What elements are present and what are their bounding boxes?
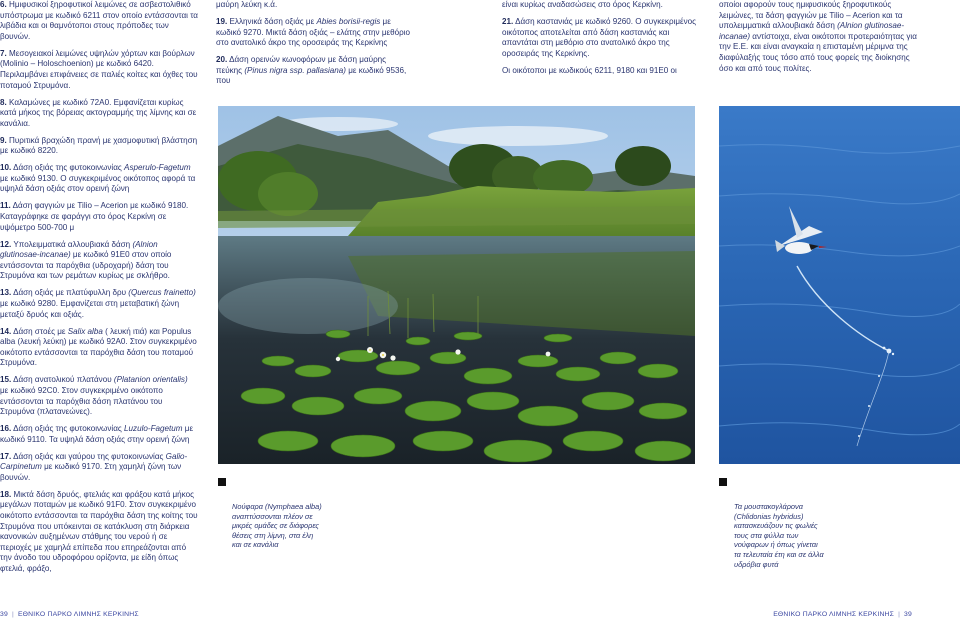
paragraph-italic: (Alnion glutinosae-incanae): [0, 239, 158, 260]
item-number: 12.: [0, 239, 12, 249]
item-number: 7.: [0, 48, 7, 58]
item-number: 9.: [0, 135, 7, 145]
item-number: 19.: [216, 16, 228, 26]
item-number: 13.: [0, 288, 12, 298]
paragraph: [502, 17, 700, 59]
paragraph-text-pre: Δάση οξιάς της φυτοκοινωνίας: [11, 424, 125, 434]
paragraph-text-pre: Υπολειμματικά αλλουβιακά δάση: [11, 239, 133, 249]
paragraph-text: ( λευκή ιτιά) και Populus alba (λευκή λεύκη) με κωδικό 92Α0. Στον συγκεκριμένο οικότοπο εντάσσονται τα παρόχθια δάση του ποταμού Στρυμόνα.: [0, 326, 197, 368]
paragraph-text: με κωδικό 9536, που: [216, 65, 407, 86]
paragraph-text: Οι οικότοποι με κωδικούς 6211, 9180 και 91Ε0 οι: [502, 65, 677, 75]
footer-right: ΕΘΝΙΚΟ ΠΑΡΚΟ ΛΙΜΝΗΣ ΚΕΡΚΙΝΗΣ | 39: [773, 611, 912, 618]
text-column-4: [719, 0, 919, 81]
caption-water-lilies: Νούφαρα (Nymphaea alba) αναπτύσσονται πλέον σε μικρές ομάδες σε διάφορες θέσεις στη λίμνη, στα έλη και σε κανάλια: [232, 502, 322, 550]
item-number: 17.: [0, 451, 12, 461]
paragraph-text-pre: Δάση οξιάς με πλατύφυλλη δρυ: [11, 288, 129, 298]
paragraph-italic: (Alnion glutinosae-incanae): [719, 21, 905, 41]
paragraph-text: Καλαμώνες με κωδικό 72Α0. Εμφανίζεται κυρίως κατά μήκος της βόρειας ακτογραμμής της λίμνης και σε κανάλια.: [0, 97, 197, 128]
item-number: 6.: [0, 0, 7, 9]
paragraph: [216, 55, 414, 87]
paragraph-text: με κωδικό 9270. Μικτά δάση οξιάς – ελάτης στην μεθόριο στο ανατολικό άκρο της οροσειράς της Κερκίνης: [216, 16, 411, 48]
paragraph-text: Πυριτικά βραχώδη πρανή με χασμοφυτική βλάστηση με κωδικό 8220.: [0, 135, 198, 156]
paragraph-text-pre: Δάση ανατολικού πλατάνου: [11, 375, 114, 385]
paragraph: [216, 17, 414, 49]
page-number-right: 39: [904, 611, 912, 618]
paragraph: [502, 66, 700, 77]
paragraph-text-pre: Δάση στοές με: [11, 326, 68, 336]
paragraph-italic: (Quercus frainetto): [128, 288, 196, 298]
paragraph: [0, 490, 198, 575]
paragraph-text: οποίοι αφορούν τους ημιφυσικούς ξηροφυτικούς λειμώνες, τα δάση φαγγιών με Tilio – Acerion και τα υπολειμματικά αλλουβιακά δάση: [719, 0, 903, 31]
paragraph: [0, 452, 198, 484]
item-number: 15.: [0, 375, 12, 385]
paragraph-text-pre: Δάση οξιάς της φυτοκοινωνίας: [11, 163, 125, 173]
paragraph-text: με κωδικό 9110. Τα υψηλά δάση οξιάς στην ορεινή ζώνη: [0, 424, 194, 444]
paragraph: [0, 327, 198, 369]
paragraph: [0, 288, 198, 320]
caption-whiskered-tern: Τα μουστακογλάρονα (Chlidonias hybridus) κατασκευάζουν τις φωλιές τους στα φύλλα των νούφαρων ή όπως γίνεται τα τελευταία έτη και σε άλλα υδρόβια φυτά: [734, 502, 824, 569]
paragraph: [0, 163, 198, 195]
paragraph-text: είναι κυρίως αναδασώσεις στο όρος Κερκίνη.: [502, 0, 663, 9]
paragraph-text: με κωδικό 9280. Εμφανίζεται στη μεταβατική ζώνη μεταξύ δρυός και οξιάς.: [0, 298, 180, 319]
paragraph-text: μαύρη λεύκη κ.ά.: [216, 0, 278, 9]
paragraph-text: Μεσογειακοί λειμώνες υψηλών χόρτων και βούρλων (Molinio – Holoschoenion) με κωδικό 6420. Περιλαμβάνει επιφάνειες σε παλιές κοίτες και όχθες του ποταμού Στρυμόνα.: [0, 48, 198, 90]
footer-title-left: ΕΘΝΙΚΟ ΠΑΡΚΟ ΛΙΜΝΗΣ ΚΕΡΚΙΝΗΣ: [17, 611, 139, 618]
paragraph-text-pre: Ελληνικά δάση οξιάς με: [227, 16, 317, 26]
paragraph-text: Ημιφυσικοί ξηροφυτικοί λειμώνες σε ασβεστολιθικό υπόστρωμα με κωδικό 6211 στον οποίο εντάσσονται τα λιβάδια και οι θαμνότοποι στους πρόποδες των βουνών.: [0, 0, 198, 41]
item-number: 10.: [0, 163, 12, 173]
item-number: 11.: [0, 201, 11, 211]
footer-title-right: ΕΘΝΙΚΟ ΠΑΡΚΟ ΛΙΜΝΗΣ ΚΕΡΚΙΝΗΣ: [773, 611, 895, 618]
paragraph: [216, 0, 414, 11]
text-column-2: [216, 0, 414, 93]
item-number: 20.: [216, 55, 228, 65]
paragraph-text-post: αντίστοιχα, είναι οικότοποι προτεραιότητας για την Ε.Ε. και είναι αναγκαία η επισταμένη μέριμνα της διαφύλαξής τους τόσο από τους φορείς της διοίκησης όσο και από τους πολίτες.: [719, 31, 917, 73]
paragraph: [0, 136, 198, 157]
paragraph: [502, 0, 700, 11]
text-column-1: [0, 0, 198, 581]
paragraph-italic: (Pinus nigra ssp. pallasiana): [244, 65, 347, 75]
paragraph-italic: Abies borisii-regis: [316, 16, 381, 26]
paragraph-italic: Asperulo-Fagetum: [124, 163, 191, 173]
item-number: 18.: [0, 489, 12, 499]
item-number: 21.: [502, 16, 514, 26]
paragraph-text-pre: Δάση ορεινών κωνοφόρων με δάση μαύρης πεύκης: [216, 55, 387, 75]
paragraph: [0, 424, 198, 445]
paragraph-text: με κωδικό 9170. Στη χαμηλή ζώνη των βουνών.: [0, 462, 182, 482]
caption-marker-left: [218, 478, 226, 486]
paragraph: [0, 201, 198, 233]
paragraph-text: Δάση φαγγιών με Tilio – Acerion με κωδικό 9180. Καταγράφηκε σε φαράγγι στο όρος Κερκίνη σε υψόμετρο 500-700 μ: [0, 201, 189, 232]
paragraph-text: με κωδικό 92C0. Στον συγκεκριμένο οικότοπο εντάσσονται τα παρόχθια δάση πλατάνου του Στρυμόνα (πλατανεώνες).: [0, 385, 163, 417]
paragraph: [0, 98, 198, 130]
paragraph: [0, 240, 198, 282]
paragraph: [0, 0, 198, 42]
paragraph: [0, 49, 198, 91]
text-column-3: [502, 0, 700, 83]
footer-left: 39 | ΕΘΝΙΚΟ ΠΑΡΚΟ ΛΙΜΝΗΣ ΚΕΡΚΙΝΗΣ: [0, 611, 139, 618]
caption-marker-right: [719, 478, 727, 486]
paragraph-italic: Luzulo-Fagetum: [124, 424, 183, 434]
whiskered-tern-photo: [719, 106, 960, 464]
paragraph-italic: Galio-Carpinetum: [0, 451, 188, 472]
paragraph: [0, 375, 198, 417]
paragraph-text-pre: Δάση οξιάς και γαύρου της φυτοκοινωνίας: [11, 451, 166, 461]
paragraph: [719, 0, 919, 74]
item-number: 16.: [0, 424, 12, 434]
item-number: 14.: [0, 326, 12, 336]
page-number-left: 39: [0, 611, 8, 618]
lake-water-lilies-photo: [218, 106, 695, 464]
paragraph-text: Δάση καστανιάς με κωδικό 9260. Ο συγκεκριμένος οικότοπος αποτελείται από δάση καστανιάς και απαντάται στη μεθόριο στο ανατολικό άκρο της οροσειράς της Κερκίνης.: [502, 16, 697, 58]
paragraph-italic: (Platanion orientalis): [113, 375, 188, 385]
paragraph-text: με κωδικό 91Ε0 στον οποίο εντάσσονται τα παρόχθια (υδροχαρή) δάση του Στρυμόνα και των ρεμάτων κυρίως με σκλήθρο.: [0, 250, 172, 281]
paragraph-italic: Salix alba: [67, 326, 103, 336]
item-number: 8.: [0, 97, 7, 107]
paragraph-text: με κωδικό 9130. Ο συγκεκριμένος οικότοπος αφορά τα υψηλά δάση οξιάς στον ορεινή ζώνη: [0, 173, 196, 194]
paragraph-text: Μικτά δάση δρυός, φτελιάς και φράξου κατά μήκος μεγάλων ποταμών με κωδικό 91F0. Στον συγκεκριμένο οικότοπο εντάσσονται τα παρόχθια δάση της κοίτης του Στρυμόνα που υπόκεινται σε κατάκλυση στη διάρκεια κανονικών αυξημένων στάθμης του νερού ή σε περιοχές με χαμηλά επίπεδα που επηρεάζονται από την άνοδο του υδροφόρου ορίζοντα, με είδη όπως φτελιά, φράξο,: [0, 489, 198, 573]
